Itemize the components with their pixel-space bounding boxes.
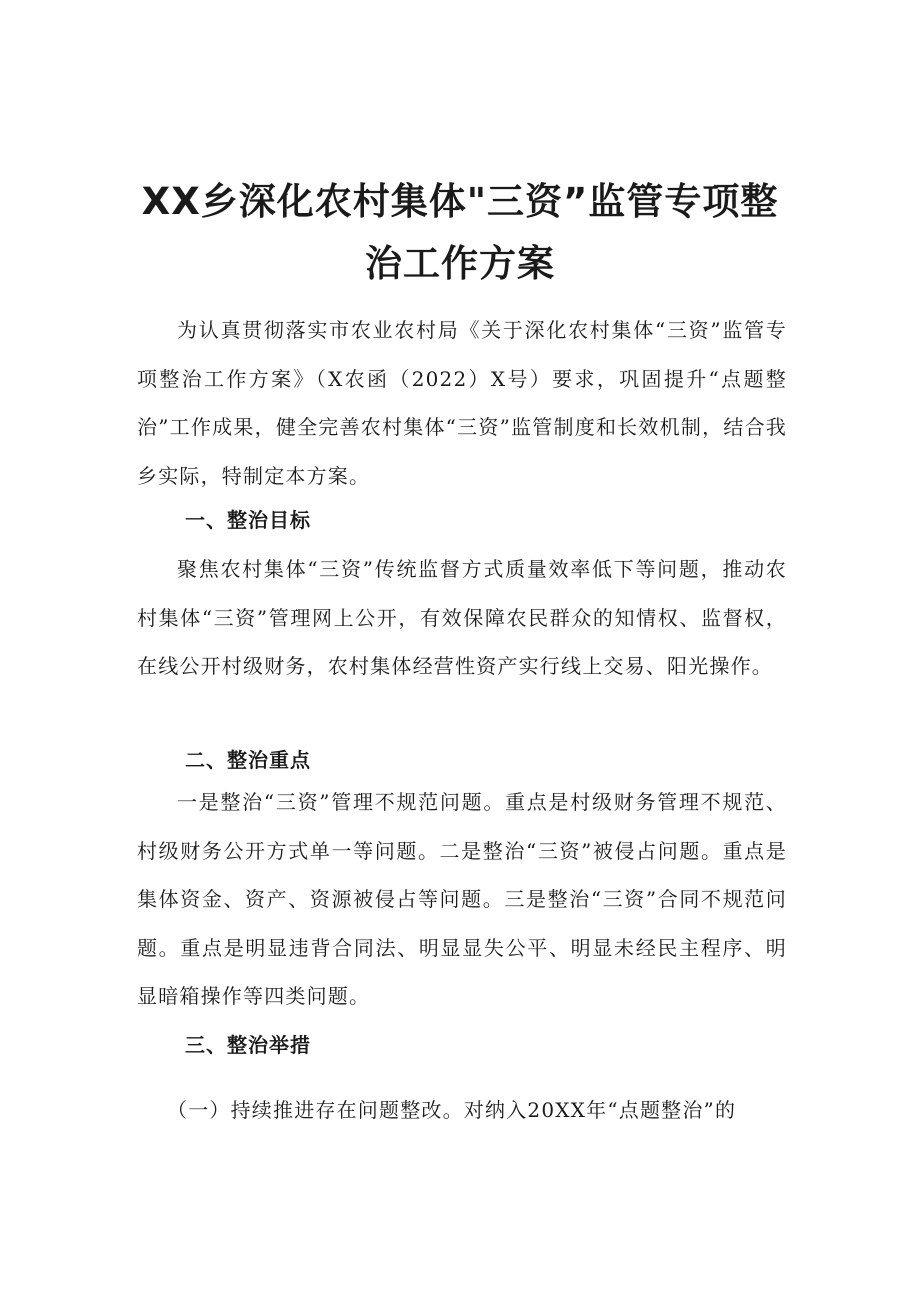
document-title-line-2: 治工作方案 xyxy=(365,242,555,285)
section-heading-goals: 一、整治目标 xyxy=(185,508,311,532)
section-heading-focus: 二、整治重点 xyxy=(185,748,311,772)
section-heading-measures: 三、整治举措 xyxy=(185,1033,311,1057)
section-focus-paragraph: 一是整治“三资”管理不规范问题。重点是村级财务管理不规范、村级财务公开方式单一等问题。二是整治“三资”被侵占问题。重点是集体资金、资产、资源被侵占等问题。三是整治“三资”合同不规范问题。重点是明显违背合同法、明显显失公平、明显未经民主程序、明显暗箱操作等四类问题。 xyxy=(137,790,787,1008)
section-measures-item-1: （一）持续推进存在问题整改。对纳入20XX年“点题整治”的 xyxy=(167,1098,737,1122)
section-goals-paragraph: 聚焦农村集体“三资”传统监督方式质量效率低下等问题，推动农村集体“三资”管理网上公开，有效保障农民群众的知情权、监督权，在线公开村级财务，农村集体经营性资产实行线上交易、阳光操作。 xyxy=(137,557,787,678)
document-title-line-1: XX乡深化农村集体"三资”监管专项整 xyxy=(141,180,779,223)
intro-paragraph: 为认真贯彻落实市农业农村局《关于深化农村集体“三资”监管专项整治工作方案》（X农函（2022）X号）要求，巩固提升“点题整治”工作成果，健全完善农村集体“三资”监管制度和长效机制，结合我乡实际，特制定本方案。 xyxy=(137,318,787,488)
